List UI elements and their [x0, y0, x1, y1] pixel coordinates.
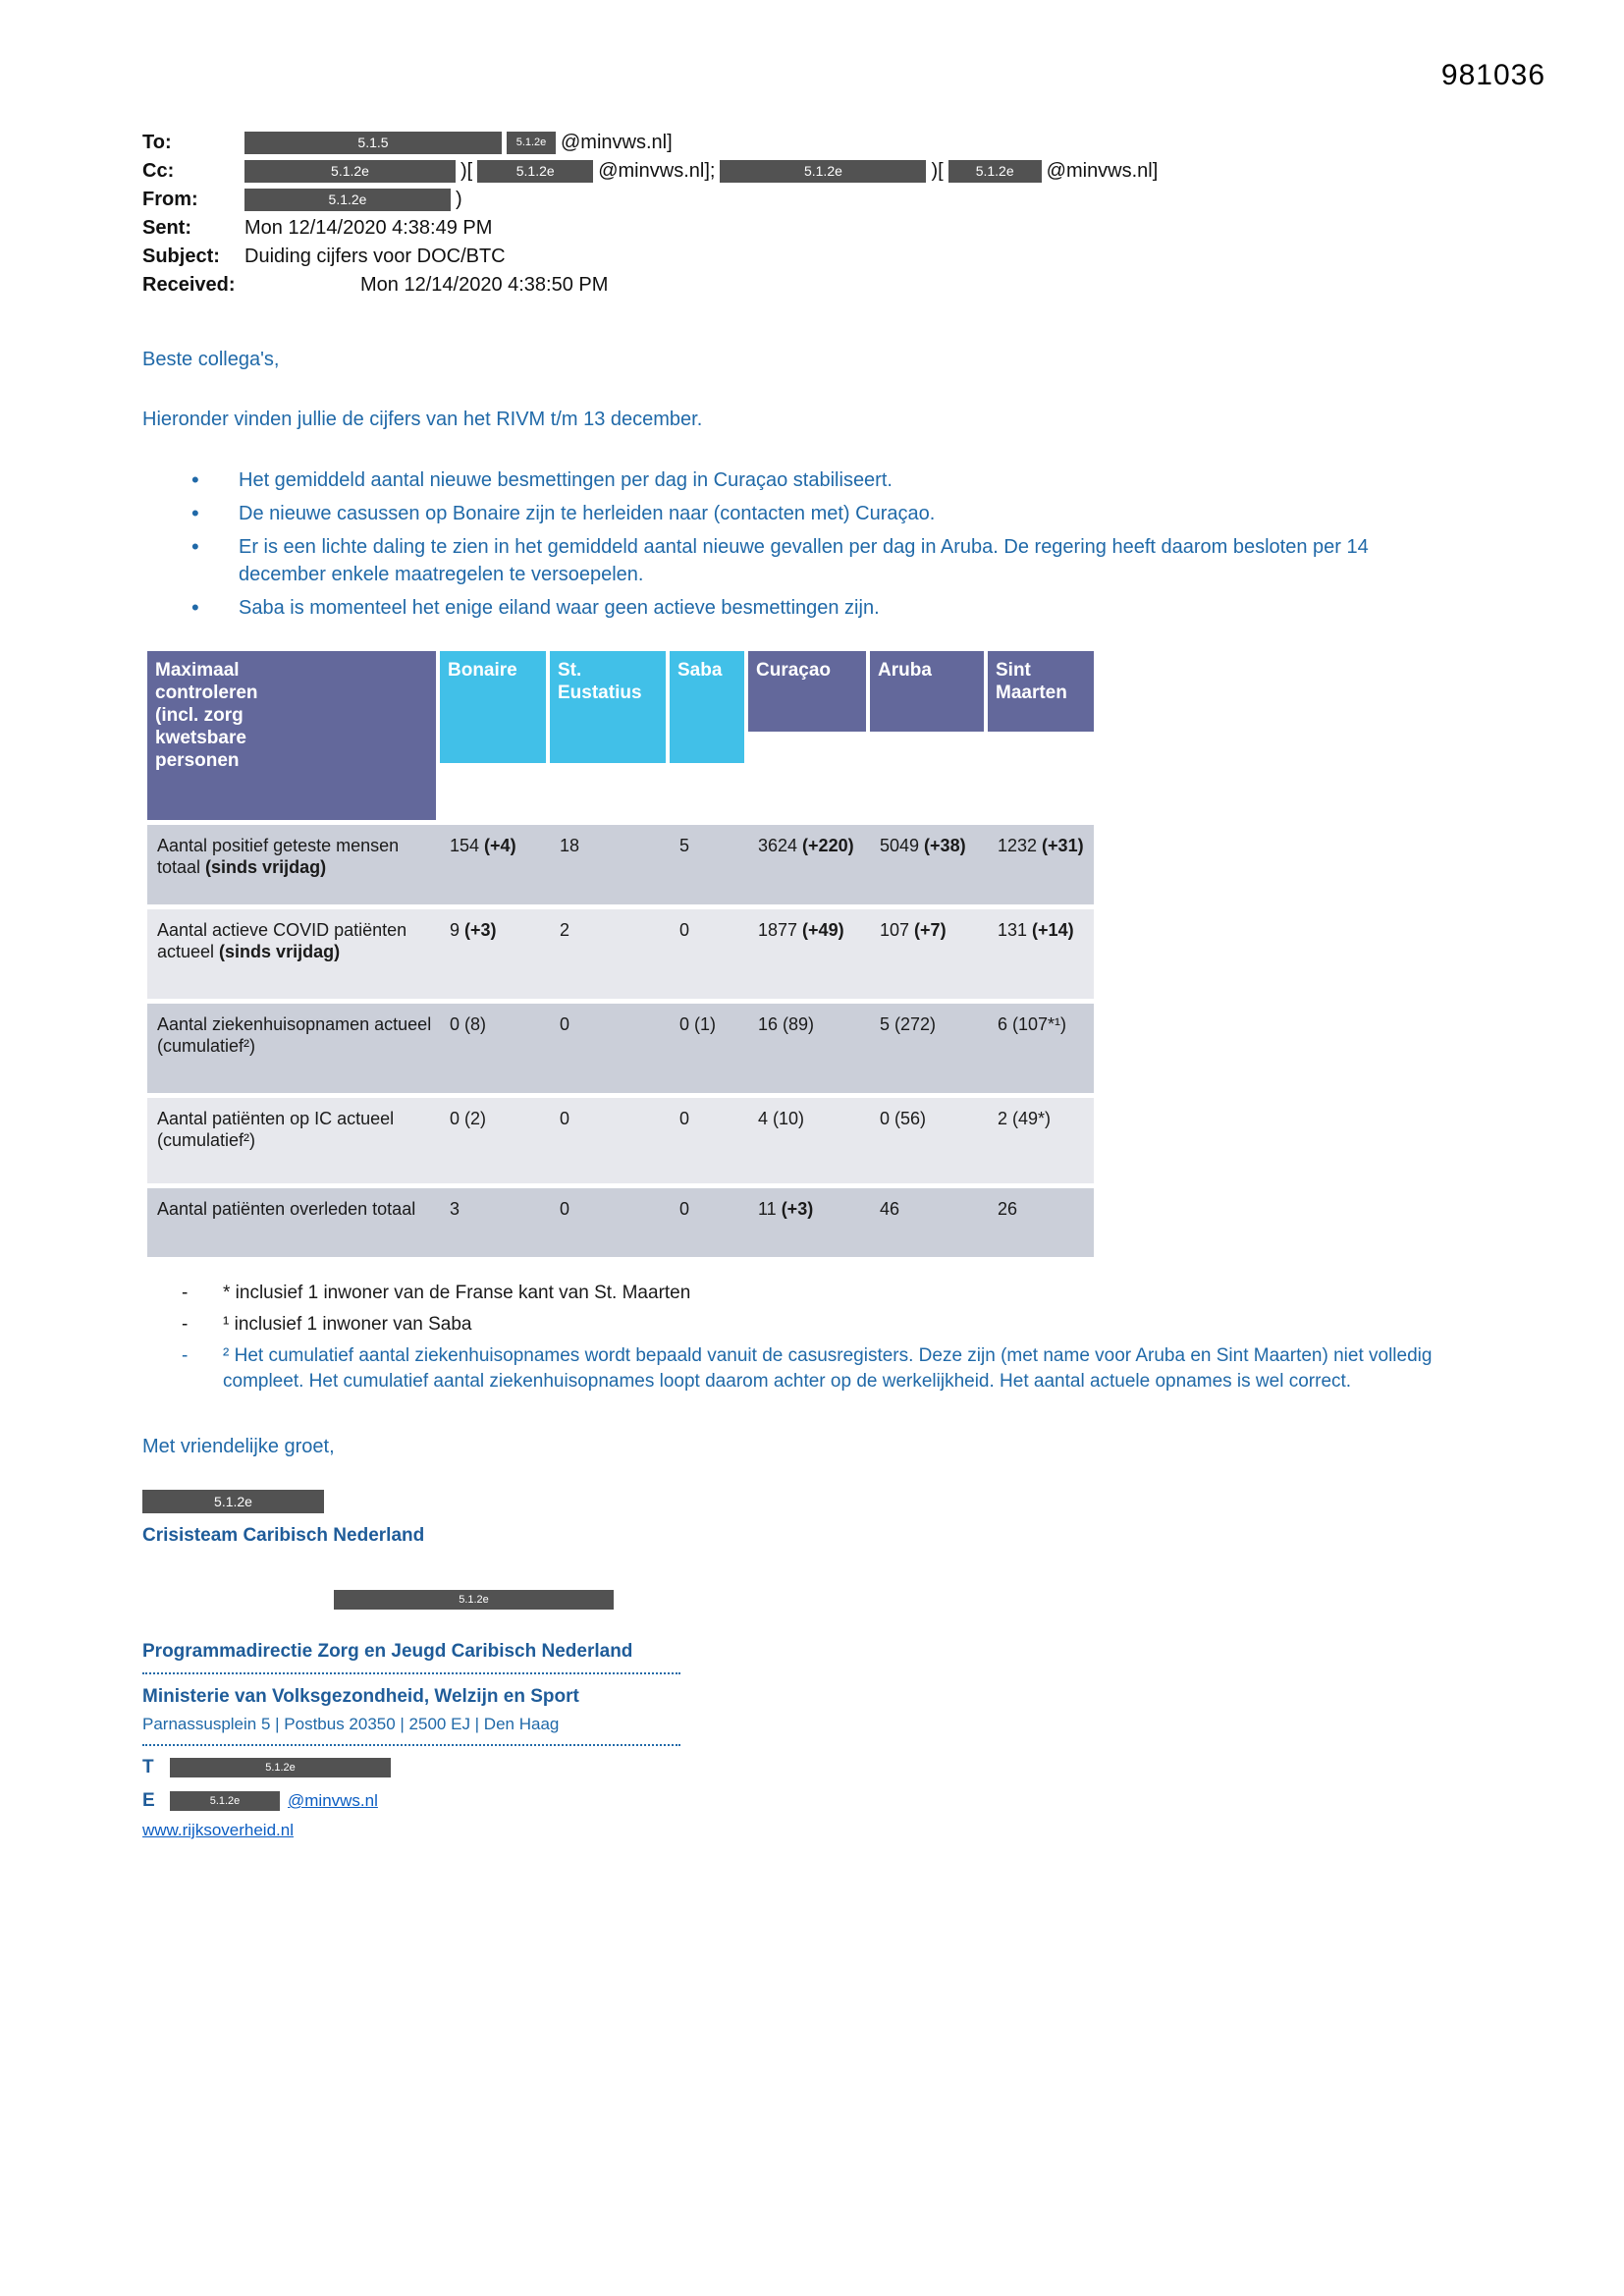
table-row-label: Aantal patiënten op IC actueel (cumulatief²) [147, 1096, 440, 1186]
table-cell: 0 (1) [670, 1002, 748, 1096]
table-cell: 0 [550, 1186, 670, 1257]
signature-team: Crisisteam Caribisch Nederland [142, 1524, 425, 1546]
cc-address-suffix: @minvws.nl]; [598, 160, 716, 182]
table-cell: 0 [670, 907, 748, 1002]
table-cell: 18 [550, 823, 670, 907]
signature-ministry: Ministerie van Volksgezondheid, Welzijn en Sport [142, 1686, 579, 1707]
table-cell: 0 [550, 1096, 670, 1186]
table-cell: 26 [988, 1186, 1094, 1257]
table-cell: 131 (+14) [988, 907, 1094, 1002]
received-label: Received: [142, 274, 236, 296]
table-cell: 1877 (+49) [748, 907, 870, 1002]
table-col-header-cura-ao: Curaçao [748, 651, 870, 823]
signature-directorate: Programmadirectie Zorg en Jeugd Caribisch Nederland [142, 1641, 633, 1662]
intro-line: Hieronder vinden jullie de cijfers van het RIVM t/m 13 december. [142, 409, 703, 430]
website-link[interactable]: www.rijksoverheid.nl [142, 1821, 294, 1839]
table-cell: 0 (56) [870, 1096, 988, 1186]
table-row-label: Aantal positief geteste mensen totaal (sinds vrijdag) [147, 823, 440, 907]
table-corner-header: Maximaal controleren (incl. zorg kwetsbare personen [147, 651, 440, 823]
bullet-list [191, 466, 1458, 622]
footnotes [182, 1281, 1624, 1394]
subject-value: Duiding cijfers voor DOC/BTC [244, 246, 506, 267]
table-col-header-st-eustatius: St. Eustatius [550, 651, 670, 823]
footnote-text: ² Het cumulatief aantal ziekenhuisopnames wordt bepaald vanuit de casusregisters. Deze zijn (met name voor Aruba en Sint Maarten) niet volledig compleet. Het cumulatief aantal ziekenhuisopnames loopt daarom achter op de werkelijkheid. Het aantal actuele opnames is wel correct. [223, 1344, 1433, 1392]
redaction-bar: 5.1.2e [170, 1758, 391, 1777]
table-row-label: Aantal ziekenhuisopnamen actueel (cumulatief²) [147, 1002, 440, 1096]
redaction-bar: 5.1.2e [244, 160, 456, 183]
footnote-text: ¹ inclusief 1 inwoner van Saba [223, 1313, 472, 1335]
from-suffix: ) [456, 189, 462, 210]
cc-label: Cc: [142, 160, 175, 182]
table-cell: 2 [550, 907, 670, 1002]
redaction-bar: 5.1.2e [170, 1791, 280, 1811]
received-value: Mon 12/14/2020 4:38:50 PM [360, 274, 609, 296]
header-row-to [142, 130, 1624, 155]
phone-row [142, 1756, 1624, 1779]
document-number: 981036 [1440, 59, 1545, 91]
table-row [147, 907, 1094, 1002]
signature-address: Parnassusplein 5 | Postbus 20350 | 2500 EJ | Den Haag [142, 1715, 560, 1733]
to-address-suffix: @minvws.nl] [561, 132, 673, 153]
bullet-item: • Het gemiddeld aantal nieuwe besmettingen per dag in Curaçao stabiliseert. [191, 466, 1458, 494]
header-row-received [142, 272, 1624, 298]
redaction-bar: 5.1.2e [244, 189, 451, 211]
table-cell: 11 (+3) [748, 1186, 870, 1257]
table-cell: 0 [550, 1002, 670, 1096]
table-cell: 1232 (+31) [988, 823, 1094, 907]
header-row-from [142, 187, 1624, 212]
table-row-label: Aantal actieve COVID patiënten actueel (sinds vrijdag) [147, 907, 440, 1002]
table-cell: 5049 (+38) [870, 823, 988, 907]
footnote [182, 1281, 1624, 1306]
greeting: Beste collega's, [142, 349, 280, 370]
signature-block [142, 1436, 1624, 1841]
table-col-header-bonaire: Bonaire [440, 651, 550, 823]
table-col-header-aruba: Aruba [870, 651, 988, 823]
redaction-bar: 5.1.2e [948, 160, 1042, 183]
phone-label: T [142, 1757, 154, 1777]
table-cell: 0 (2) [440, 1096, 550, 1186]
dotted-divider [142, 1742, 680, 1746]
header-row-subject [142, 244, 1624, 269]
footnote-marker: - [182, 1282, 189, 1303]
closing: Met vriendelijke groet, [142, 1435, 335, 1457]
redaction-bar: 5.1.2e [720, 160, 926, 183]
table-cell: 2 (49*) [988, 1096, 1094, 1186]
table-col-header-sint-maarten: Sint Maarten [988, 651, 1094, 823]
table-row [147, 1186, 1094, 1257]
table-cell: 0 (8) [440, 1002, 550, 1096]
table-cell: 4 (10) [748, 1096, 870, 1186]
redaction-bar: 5.1.5 [244, 132, 502, 154]
redaction-bar: 5.1.2e [477, 160, 593, 183]
email-label: E [142, 1790, 155, 1811]
table-cell: 6 (107*¹) [988, 1002, 1094, 1096]
table-cell: 5 (272) [870, 1002, 988, 1096]
email-link[interactable]: @minvws.nl [288, 1791, 378, 1810]
footnote-marker: - [182, 1313, 189, 1335]
table-cell: 5 [670, 823, 748, 907]
cc-address-suffix: @minvws.nl] [1046, 160, 1159, 182]
table-col-header-saba: Saba [670, 651, 748, 823]
footnote-text: * inclusief 1 inwoner van de Franse kant van St. Maarten [223, 1282, 691, 1303]
table-cell: 154 (+4) [440, 823, 550, 907]
cc-separator: )[ [460, 160, 473, 182]
sent-label: Sent: [142, 217, 191, 239]
bullet-item: • Saba is momenteel het enige eiland waar geen actieve besmettingen zijn. [191, 594, 1458, 622]
redaction-bar: 5.1.2e [142, 1490, 324, 1513]
table-cell: 46 [870, 1186, 988, 1257]
table-cell: 107 (+7) [870, 907, 988, 1002]
footnote [182, 1343, 1624, 1394]
bullet-item: • Er is een lichte daling te zien in het gemiddeld aantal nieuwe gevallen per dag in Aruba. De regering heeft daarom besloten per 14 december enkele maatregelen te versoepelen. [191, 533, 1458, 588]
subject-label: Subject: [142, 246, 220, 267]
table-cell: 3624 (+220) [748, 823, 870, 907]
header-row-cc [142, 158, 1624, 184]
email-row [142, 1789, 1624, 1813]
bullet-item: • De nieuwe casussen op Bonaire zijn te herleiden naar (contacten met) Curaçao. [191, 500, 1458, 527]
table-cell: 3 [440, 1186, 550, 1257]
dotted-divider [142, 1670, 680, 1674]
table-row [147, 823, 1094, 907]
redaction-bar: 5.1.2e [334, 1590, 614, 1610]
table-row-label: Aantal patiënten overleden totaal [147, 1186, 440, 1257]
table-cell: 9 (+3) [440, 907, 550, 1002]
table-row [147, 1096, 1094, 1186]
sent-value: Mon 12/14/2020 4:38:49 PM [244, 217, 493, 239]
table-cell: 0 [670, 1186, 748, 1257]
table-cell: 16 (89) [748, 1002, 870, 1096]
covid-table [147, 651, 1094, 1257]
table-cell: 0 [670, 1096, 748, 1186]
footnote [182, 1312, 1624, 1338]
email-header [142, 130, 1624, 298]
from-label: From: [142, 189, 198, 210]
table-row [147, 1002, 1094, 1096]
header-row-sent [142, 215, 1624, 241]
redaction-bar: 5.1.2e [507, 132, 556, 154]
footnote-marker: - [182, 1344, 189, 1366]
to-label: To: [142, 132, 172, 153]
cc-separator: )[ [931, 160, 944, 182]
